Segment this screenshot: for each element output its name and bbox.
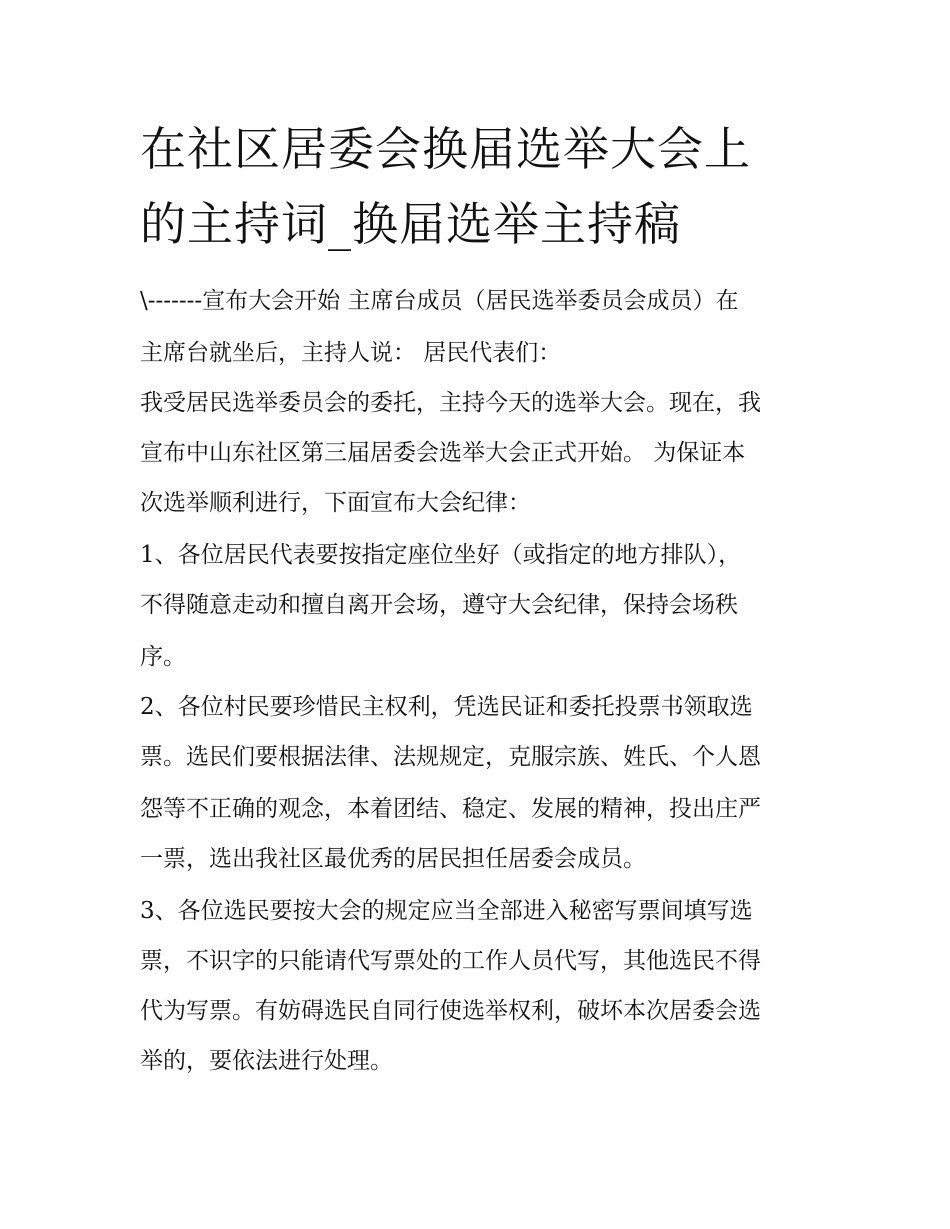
body-line: 票，不识字的只能请代写票处的工作人员代写，其他选民不得 <box>140 948 761 974</box>
body-line: 一票，选出我社区最优秀的居民担任居委会成员。 <box>140 846 646 872</box>
title-line-2: 的主持词_换届选举主持稿 <box>140 197 681 251</box>
body-line: 主席台就坐后，主持人说： 居民代表们： <box>140 340 562 366</box>
body-line: 不得随意走动和擅自离开会场，遵守大会纪律，保持会场秩 <box>140 592 738 618</box>
body-line: 我受居民选举委员会的委托，主持今天的选举大会。现在，我 <box>140 390 761 416</box>
body-line: 票。选民们要根据法律、法规规定，克服宗族、姓氏、个人恩 <box>140 744 761 770</box>
body-line: 3、各位选民要按大会的规定应当全部进入秘密写票间填写选 <box>140 898 753 924</box>
body-line: 1、各位居民代表要按指定座位坐好（或指定的地方排队）， <box>140 542 742 568</box>
body-line: \-------宣布大会开始 主席台成员（居民选举委员会成员）在 <box>140 288 739 314</box>
title-line-1: 在社区居委会换届选举大会上 <box>140 122 751 176</box>
body-line: 怨等不正确的观念，本着团结、稳定、发展的精神，投出庄严 <box>140 796 761 822</box>
document-title <box>140 112 820 262</box>
body-line: 2、各位村民要珍惜民主权利，凭选民证和委托投票书领取选 <box>140 694 753 720</box>
body-line: 序。 <box>140 644 186 670</box>
body-line: 次选举顺利进行，下面宣布大会纪律： <box>140 490 531 516</box>
body-line: 代为写票。有妨碍选民自同行使选举权利，破坏本次居委会选 <box>140 998 761 1024</box>
body-line: 宣布中山东社区第三届居委会选举大会正式开始。 为保证本 <box>140 440 746 466</box>
body-line: 举的，要依法进行处理。 <box>140 1048 393 1074</box>
